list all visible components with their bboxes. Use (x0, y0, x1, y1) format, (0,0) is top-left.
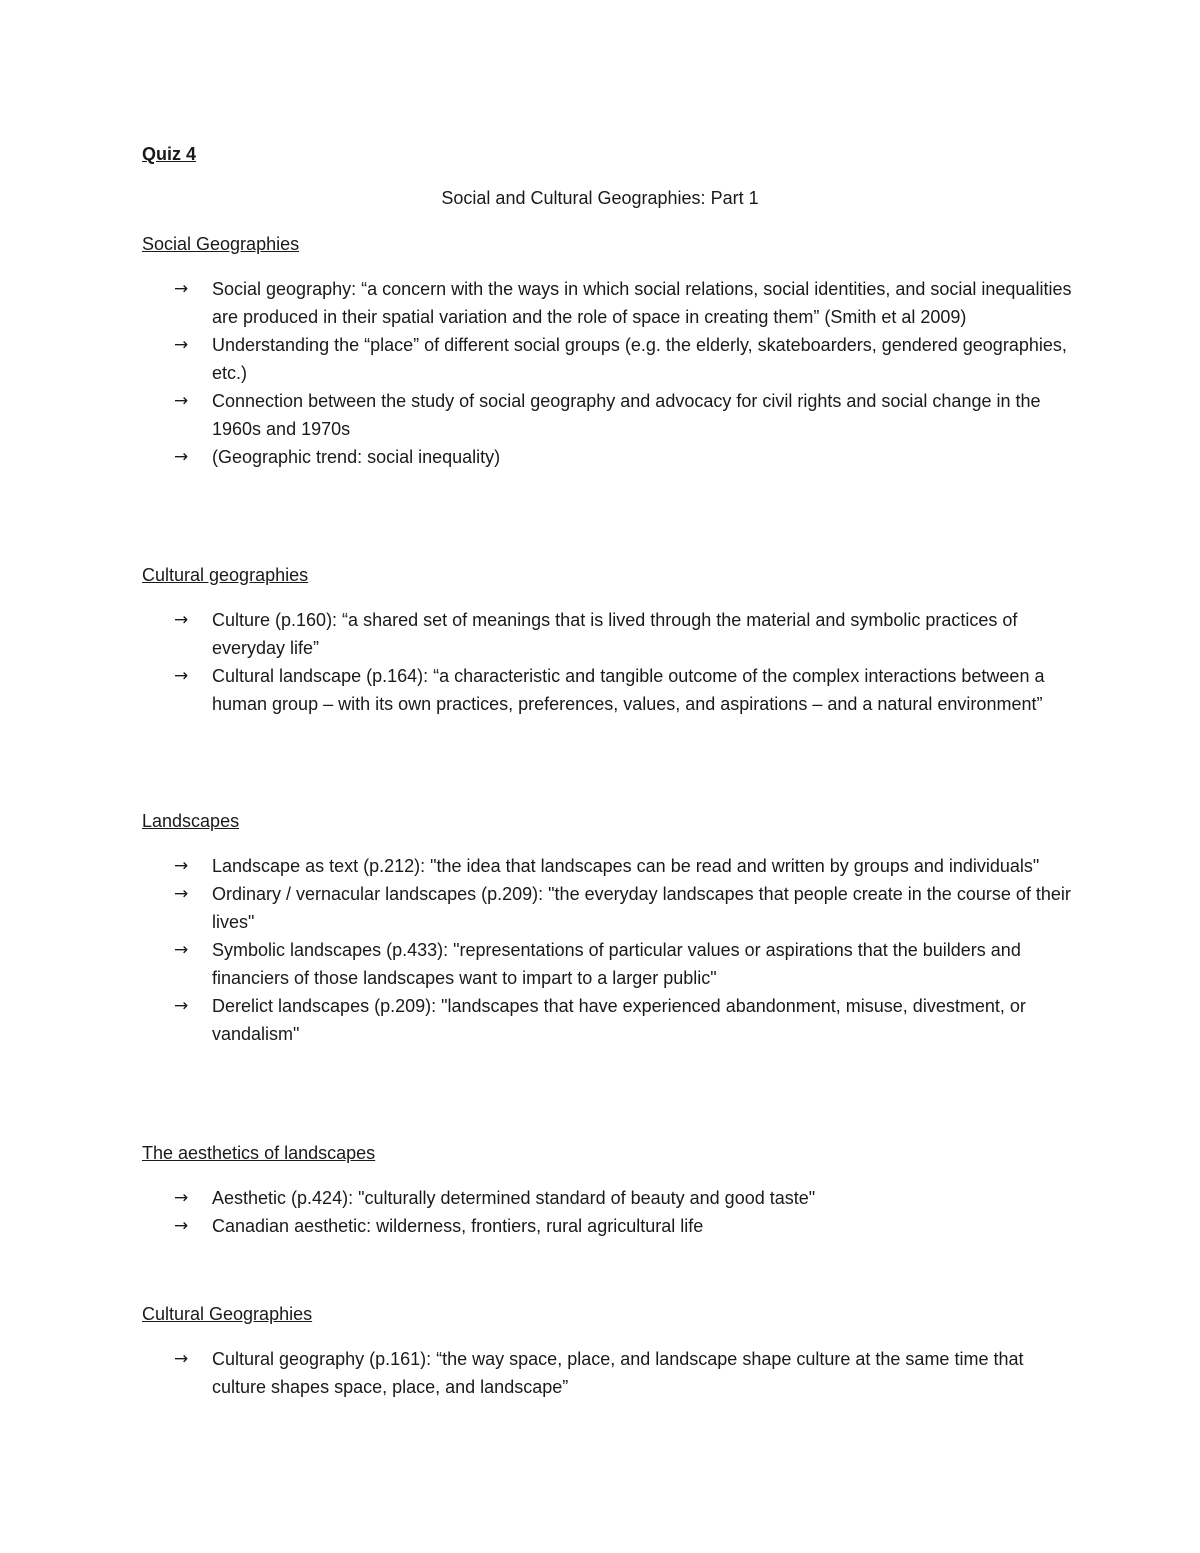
section-heading: Cultural Geographies (142, 1304, 313, 1324)
right-arrow-icon: → (174, 856, 189, 876)
list-item-text: Connection between the study of social geography and advocacy for civil rights and social change in the 1960s and 1970s (212, 391, 1041, 439)
list-item-text: (Geographic trend: social inequality) (212, 447, 501, 467)
right-arrow-icon: → (174, 940, 189, 960)
list-item-text: Culture (p.160): “a shared set of meanings that is lived through the material and symbolic practices of everyday life” (212, 610, 1018, 658)
section-heading: Landscapes (142, 811, 240, 831)
bullet-list (142, 275, 1072, 471)
section-heading: Cultural geographies (142, 565, 309, 585)
right-arrow-icon: → (174, 279, 189, 299)
list-item (142, 606, 1072, 662)
section-heading: Social Geographies (142, 234, 300, 254)
bullet-list (142, 1184, 1072, 1240)
right-arrow-icon: → (174, 1188, 189, 1208)
right-arrow-icon: → (174, 884, 189, 904)
list-item-text: Cultural geography (p.161): “the way space, place, and landscape shape culture at the same time that culture shapes space, place, and landscape” (212, 1349, 1024, 1397)
list-item (142, 852, 1072, 880)
list-item (142, 936, 1072, 992)
list-item (142, 387, 1072, 443)
list-item-text: Ordinary / vernacular landscapes (p.209): "the everyday landscapes that people create in the course of their lives" (212, 884, 1071, 932)
list-item-text: Derelict landscapes (p.209): "landscapes that have experienced abandonment, misuse, divestment, or vandalism" (212, 996, 1026, 1044)
right-arrow-icon: → (174, 996, 189, 1016)
list-item-text: Landscape as text (p.212): "the idea that landscapes can be read and written by groups and individuals" (212, 856, 1040, 876)
section-aesthetics-of-landscapes (142, 1139, 1072, 1240)
list-item-text: Symbolic landscapes (p.433): "representations of particular values or aspirations that the builders and financiers of those landscapes want to impart to a larger public" (212, 940, 1021, 988)
list-item-text: Social geography: “a concern with the ways in which social relations, social identities, and social inequalities are produced in their spatial variation and the role of space in creating them” (Smith et al 2009) (212, 279, 1072, 327)
right-arrow-icon: → (174, 447, 189, 467)
list-item (142, 992, 1072, 1048)
right-arrow-icon: → (174, 335, 189, 355)
list-item-text: Cultural landscape (p.164): “a characteristic and tangible outcome of the complex interactions between a human group – with its own practices, preferences, values, and aspirations – and a natural environment” (212, 666, 1045, 714)
section-landscapes (142, 807, 1072, 1048)
list-item (142, 1184, 1072, 1212)
right-arrow-icon: → (174, 1349, 189, 1369)
right-arrow-icon: → (174, 1216, 189, 1236)
list-item (142, 662, 1072, 718)
section-cultural-geographies-2 (142, 1300, 1072, 1401)
right-arrow-icon: → (174, 666, 189, 686)
list-item-text: Understanding the “place” of different social groups (e.g. the elderly, skateboarders, gendered geographies, etc.) (212, 335, 1067, 383)
list-item (142, 443, 1072, 471)
bullet-list (142, 606, 1072, 718)
section-heading: The aesthetics of landscapes (142, 1143, 376, 1163)
list-item (142, 1212, 1072, 1240)
list-item (142, 880, 1072, 936)
section-cultural-geographies (142, 561, 1072, 718)
right-arrow-icon: → (174, 391, 189, 411)
list-item-text: Aesthetic (p.424): "culturally determined standard of beauty and good taste" (212, 1188, 816, 1208)
list-item (142, 1345, 1072, 1401)
list-item (142, 275, 1072, 331)
bullet-list (142, 852, 1072, 1048)
document-title: Social and Cultural Geographies: Part 1 (441, 188, 759, 208)
right-arrow-icon: → (174, 610, 189, 630)
bullet-list (142, 1345, 1072, 1401)
quiz-label: Quiz 4 (142, 144, 197, 164)
list-item (142, 331, 1072, 387)
list-item-text: Canadian aesthetic: wilderness, frontiers, rural agricultural life (212, 1216, 704, 1236)
section-social-geographies (142, 230, 1072, 471)
